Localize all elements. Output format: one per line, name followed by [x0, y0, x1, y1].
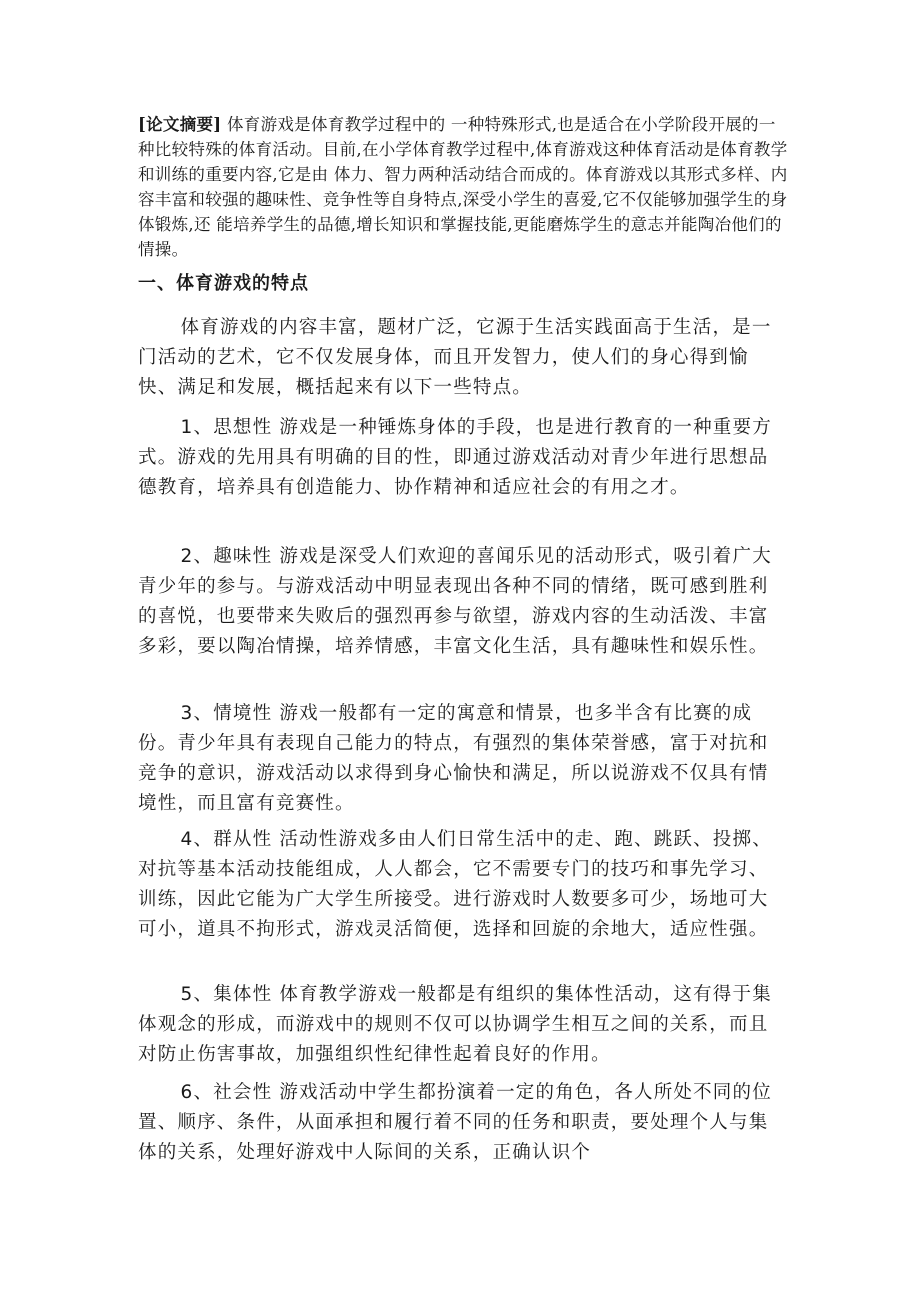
abstract-text: 体育游戏是体育教学过程中的 一种特殊形式,也是适合在小学阶段开展的一种比较特殊的体育活动。目前,在小学体育教学过程中,体育游戏这种体育活动是体育教学和训练的重要内容,它是由 体力、智力两种活动结合而成的。体育游戏以其形式多样、内容丰富和较强的趣味性、竞争性等自身特点,深受小学生的喜爱,它不仅能够加强学生的身体锻炼,还 能培养学生的品德,增长知识和掌握技能,更能磨炼学生的意志并能陶冶他们的情操。: [138, 115, 788, 259]
paragraph-social: 6、社会性 游戏活动中学生都扮演着一定的角色，各人所处不同的位置、顺序、条件，从面承担和履行着不同的任务和职责，要处理个人与集体的关系，处理好游戏中人际间的关系，正确认识个: [138, 1082, 772, 1163]
abstract-paragraph: [138, 112, 788, 262]
paragraph-ideological: 1、思想性 游戏是一种锤炼身体的手段，也是进行教育的一种重要方式。游戏的先用具有明确的目的性，即通过游戏活动对青少年进行思想品德教育，培养具有创造能力、协作精神和适应社会的有用之才。: [138, 417, 772, 498]
abstract-label: [论文摘要]: [138, 115, 222, 134]
paragraph-collective: 5、集体性 体育教学游戏一般都是有组织的集体性活动，这有得于集体观念的形成，而游戏中的规则不仅可以协调学生相互之间的关系，而且对防止伤害事故，加强组织性纪律性起着良好的作用。: [138, 984, 772, 1065]
paragraph-interest: 2、趣味性 游戏是深受人们欢迎的喜闻乐见的活动形式，吸引着广大青少年的参与。与游戏活动中明显表现出各种不同的情绪，既可感到胜利的喜悦，也要带来失败后的强烈再参与欲望，游戏内容的生动活泼、丰富多彩，要以陶冶情操，培养情感，丰富文化生活，具有趣味性和娱乐性。: [138, 546, 772, 657]
intro-paragraph: 体育游戏的内容丰富，题材广泛，它源于生活实践面高于生活，是一门活动的艺术，它不仅发展身体，而且开发智力，使人们的身心得到愉快、满足和发展，概括起来有以下一些特点。: [138, 317, 772, 398]
section-heading: 一、体育游戏的特点: [138, 273, 309, 294]
paragraph-mass: 4、群从性 活动性游戏多由人们日常生活中的走、跑、跳跃、投掷、对抗等基本活动技能组成，人人都会，它不需要专门的技巧和事先学习、训练，因此它能为广大学生所接受。进行游戏时人数要多可少，场地可大可小，道具不拘形式，游戏灵活简便，选择和回旋的余地大，适应性强。: [138, 829, 772, 940]
paragraph-situational: 3、情境性 游戏一般都有一定的寓意和情景，也多半含有比赛的成份。青少年具有表现自己能力的特点，有强烈的集体荣誉感，富于对抗和竞争的意识，游戏活动以求得到身心愉快和满足，所以说游戏不仅具有情境性，而且富有竞赛性。: [138, 703, 769, 814]
document-page: [138, 112, 788, 1163]
